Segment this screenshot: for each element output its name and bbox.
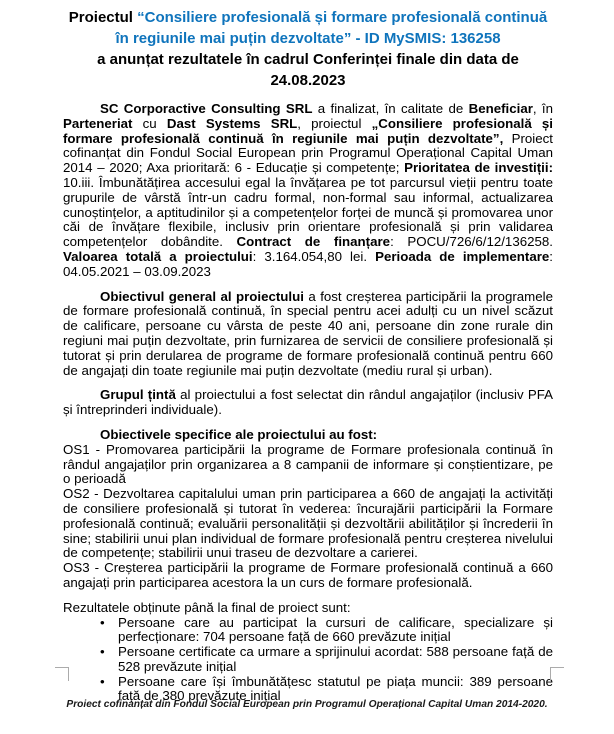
paragraph-os2: OS2 - Dezvoltarea capitalului uman prin participarea a 660 de angajați la activități de consiliere profesională și tutorat în vederea: încurajării participării la Formare profesională continuă; evaluării personalității și dezvoltării abilităților și încrederii în sine; stabilirii unui plan individual de formare profesională pentru creșterea nivelului de competențe; stabilirii unui traseu de dezvoltare a carierei. bbox=[63, 486, 553, 561]
paragraph-intro bbox=[63, 102, 553, 280]
text-run: SC Corporactive Consulting SRL bbox=[100, 101, 313, 116]
paragraph-os1: OS1 - Promovarea participării la programe de Formare profesionala continuă în rândul angajaților prin organizarea a 8 campanii de informare și conștientizare, pe o perioadă bbox=[63, 441, 553, 487]
text-run: Obiectivul general al proiectului bbox=[100, 288, 304, 304]
title-line-1 bbox=[63, 7, 553, 28]
page-margin-mark-right bbox=[550, 667, 564, 681]
text-run: Beneficiar bbox=[468, 101, 533, 116]
text-run: : 3.164.054,80 lei. bbox=[252, 248, 376, 264]
results-intro: Rezultatele obținute până la final de proiect sunt: bbox=[63, 599, 351, 615]
title-line-3 bbox=[63, 49, 553, 70]
paragraph-os3: OS3 - Creșterea participării la programe de Formare profesională continuă a 660 angajați prin participarea acestora la un curs de formare profesională. bbox=[63, 560, 553, 590]
text-run: , proiectul bbox=[297, 115, 372, 131]
text-run: cu bbox=[132, 115, 167, 131]
result-item-improved-status: • Persoane care își îmbunătățesc statutul pe piața muncii: 389 persoane față de 380 prevăzute inițial bbox=[118, 675, 553, 705]
text-run: , în bbox=[532, 101, 553, 116]
text-run: : POCU/726/6/12/136258. bbox=[390, 234, 553, 250]
text-run: Parteneriat bbox=[63, 115, 133, 131]
text-run: 24.08.2023 bbox=[270, 72, 346, 89]
text-run: Contract de finanțare bbox=[236, 234, 391, 250]
text-run: Proiect cofinanțat din Fondul Social European prin Programul Operațional Capital Uman 2014 – 2020; Axa prioritară: 6 - Educație și competențe; bbox=[63, 130, 553, 176]
text-run: Grupul țintă bbox=[100, 387, 176, 403]
text-run: a fost creșterea participării la programele de formare profesională continuă, în special pentru acei adulți cu un nivel scăzut de calificare, persoane cu vârsta de peste 40 ani, persoane din zone rurale din regiuni mai puțin dezvoltate, prin furnizarea de servicii de consiliere profesională și tutorat și prin derularea de programe de formare profesională continuă pentru 660 de angajați din toate regiunile mai puțin dezvoltate (mediu rural și urban). bbox=[63, 288, 553, 378]
document-content bbox=[63, 0, 553, 704]
results-list bbox=[63, 616, 553, 705]
page-margin-mark-left bbox=[55, 667, 69, 681]
text-run: „Consiliere profesională și formare profesională continuă în regiunile mai puțin dezvoltate”, bbox=[63, 115, 553, 146]
result-item-participants: • Persoane care au participat la cursuri de calificare, specializare și perfecționare: 704 persoane față de 660 prevăzute inițial bbox=[118, 616, 553, 646]
specific-objectives-heading: Obiectivele specifice ale proiectului au fost: bbox=[100, 426, 378, 442]
text-run: în regiunile mai puțin dezvoltate” - ID MySMIS: 136258 bbox=[115, 30, 501, 47]
document-title bbox=[63, 7, 553, 91]
text-run: Dast Systems SRL bbox=[166, 115, 298, 131]
text-run: Proiectul bbox=[68, 9, 138, 26]
title-line-2 bbox=[63, 28, 553, 49]
text-run: a finalizat, în calitate de bbox=[312, 101, 469, 116]
text-run: a anunțat rezultatele în cadrul Conferinței finale din data de bbox=[97, 51, 519, 68]
text-run: : 04.05.2021 – 03.09.2023 bbox=[63, 248, 553, 279]
text-run: “Consiliere profesională și formare profesională continuă bbox=[137, 9, 548, 26]
text-run: Perioada de implementare bbox=[375, 248, 550, 264]
text-run: Valoarea totală a proiectului bbox=[63, 248, 253, 264]
text-run: al proiectului a fost selectat din rândul angajaților (inclusiv PFA și întreprinderi individuale). bbox=[63, 387, 553, 418]
text-run: Prioritatea de investiții: bbox=[404, 160, 553, 176]
footer-note: Proiect cofinanțat din Fondul Social European prin Programul Operațional Capital Uman 2014-2020. bbox=[66, 699, 548, 710]
result-item-certified: • Persoane certificate ca urmare a sprijinului acordat: 588 persoane față de 528 prevăzute inițial bbox=[118, 645, 553, 675]
paragraph-general-objective bbox=[63, 290, 553, 379]
title-line-4 bbox=[63, 70, 553, 91]
paragraph-target-group bbox=[63, 388, 553, 418]
text-run: 10.iii. Îmbunătățirea accesului egal la învățarea pe tot parcursul vieții pentru toate grupurile de vârstă într-un cadru formal, non-formal sau informal, actualizarea cunoștințelor, a aptitudinilor și a competențelor forței de muncă și promovarea unor căi de învățare flexibile, inclusiv prin orientare profesională și prin validarea competențelor dobândite. bbox=[63, 174, 553, 250]
